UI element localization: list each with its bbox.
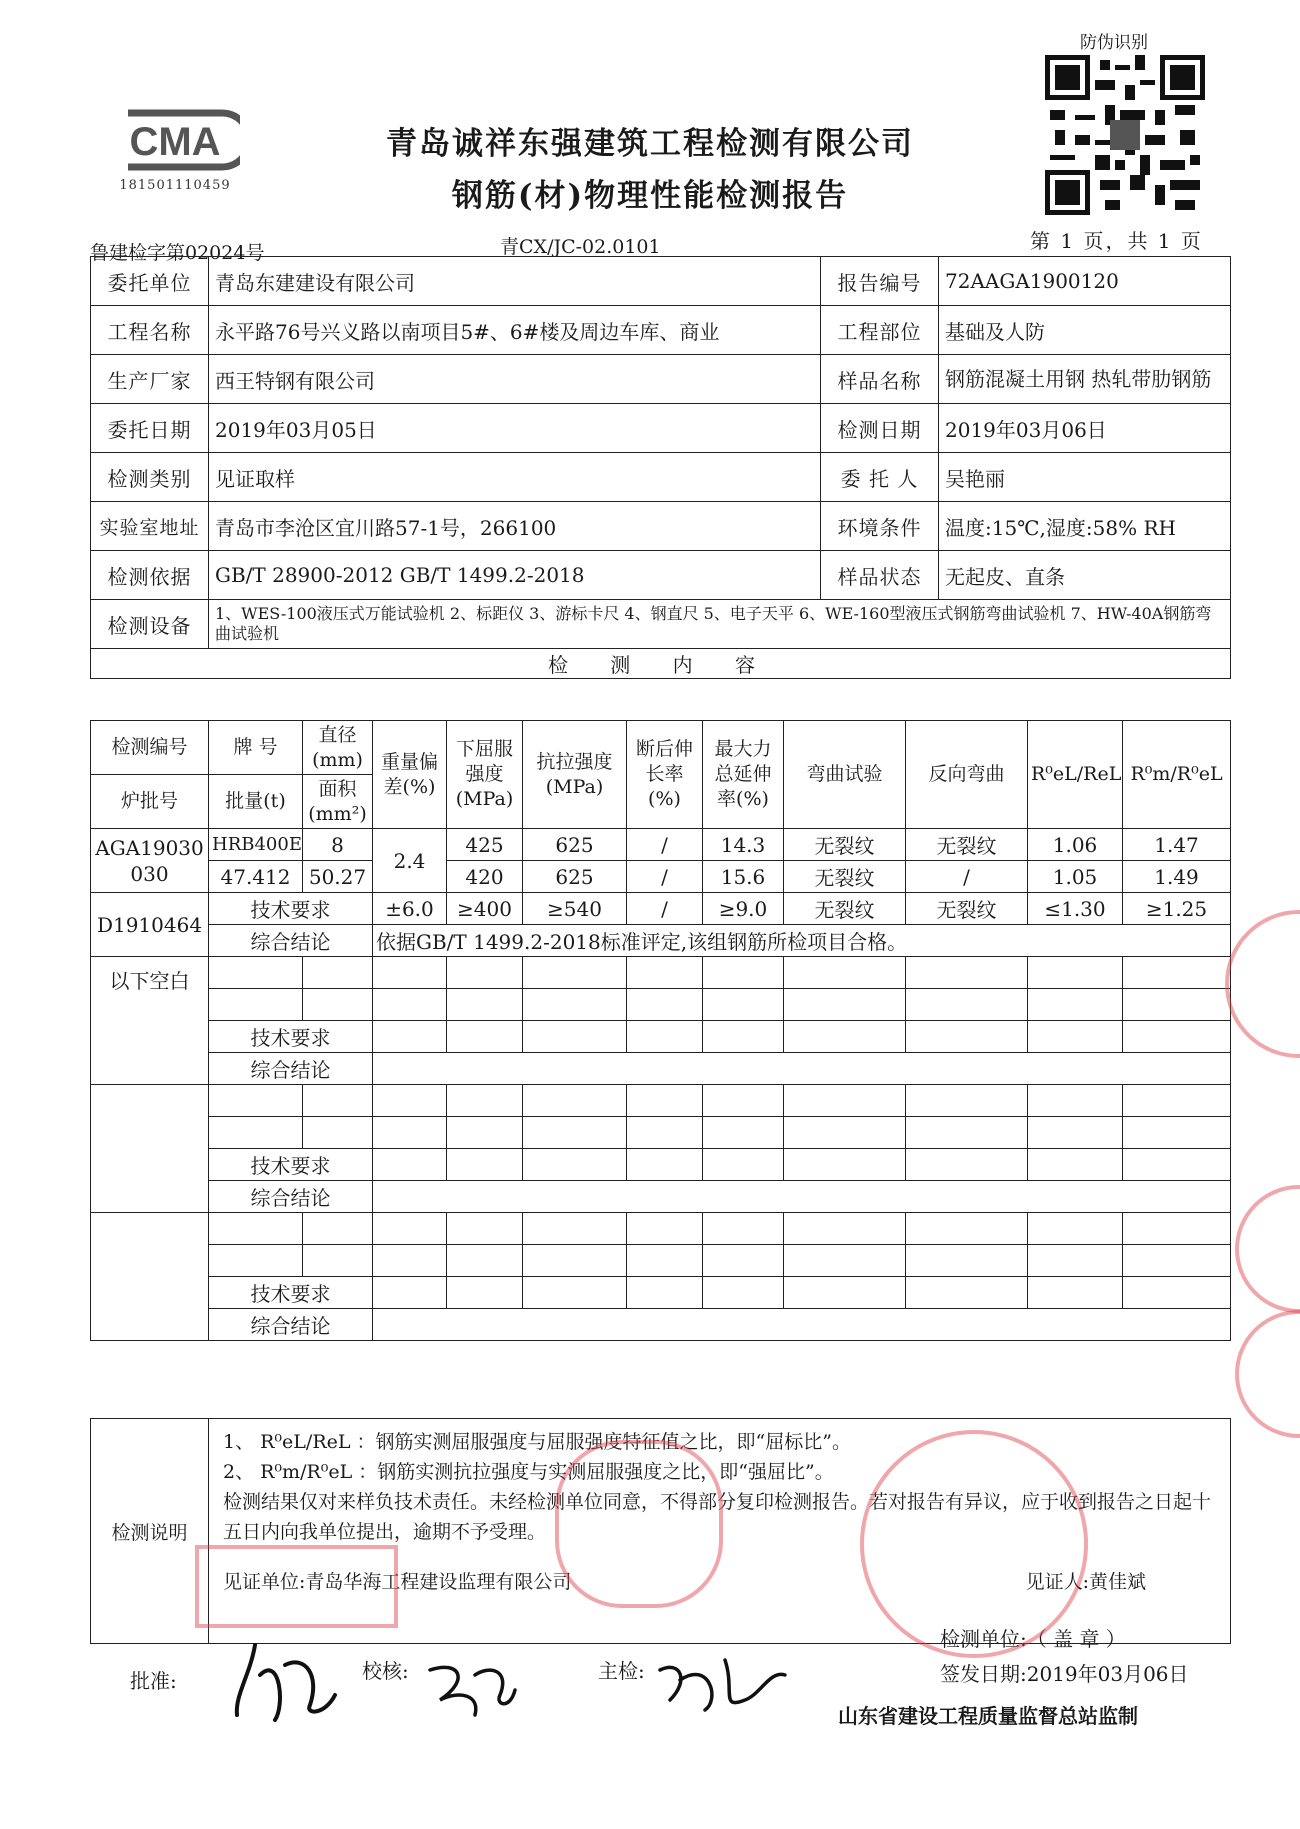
rebend-value: / [906,861,1028,893]
note-line-3: 检测结果仅对来样负技术责任。未经检测单位同意，不得部分复印检测报告。若对报告有异议，应于收到报告之日起十五日内向我单位提出，逾期不予受理。 [223,1491,1212,1543]
license-number: 鲁建检字第02024号 [90,242,265,264]
yield-value: 425 [447,829,523,861]
stamp-icon [1235,1185,1300,1313]
consignor-label: 委 托 人 [821,453,939,502]
ratio1-header: R⁰eL/ReL [1028,721,1123,829]
company-name: 青岛诚祥东强建筑工程检测有限公司 [386,126,914,162]
table-row [91,893,1231,925]
report-title: 钢筋(材)物理性能检测报告 [451,178,849,214]
notes-label: 检测说明 [91,1419,209,1644]
table-row [91,1053,1231,1085]
basis-label: 检测依据 [91,551,209,600]
bend-header: 弯曲试验 [784,721,906,829]
tensile-header: 抗拉强度(MPa) [523,721,627,829]
req-ratio1: ≤1.30 [1028,893,1123,925]
equip-value: 1、WES-100液压式万能试验机 2、标距仪 3、游标卡尺 4、钢直尺 5、电子天平 6、WE-160型液压式钢筋弯曲试验机 7、HW-40A钢筋弯曲试验机 [209,600,1231,649]
lab-value: 青岛市李沧区宜川路57-1号，266100 [209,502,821,551]
weight-dev-value: 2.4 [373,829,447,893]
area-value: 50.27 [303,861,373,893]
reviewer-signature-icon [420,1650,520,1720]
category-value: 见证取样 [209,453,821,502]
elong-value: / [627,829,703,861]
witness-sample-stamp-icon [195,1545,398,1628]
basis-value: GB/T 28900-2012 GB/T 1499.2-2018 [209,551,821,600]
stamp-icon [1225,910,1300,1058]
part-label: 工程部位 [821,306,939,355]
approver-signature-icon [225,1635,345,1725]
note-line-2: 2、 R⁰m/R⁰eL ：钢筋实测抗拉强度与实测屈服强度之比，即“强屈比”。 [223,1461,834,1483]
req-tensile: ≥540 [523,893,627,925]
table-row [91,1021,1231,1053]
ratio2-value: 1.49 [1123,861,1231,893]
area-header: 面积(mm²) [303,775,373,829]
env-label: 环境条件 [821,502,939,551]
req-bend: 无裂纹 [784,893,906,925]
tensile-value: 625 [523,829,627,861]
table-row [91,502,1231,551]
part-value: 基础及人防 [939,306,1231,355]
witness-unit: 见证单位:青岛华海工程建设监理有限公司 [223,1571,572,1593]
blank-label: 以下空白 [91,957,209,1085]
env-value: 温度:15℃,湿度:58% RH [939,502,1231,551]
issue-date: 签发日期:2019年03月06日 [940,1662,1189,1686]
test-no-header: 检测编号 [91,721,209,775]
req-ratio2: ≥1.25 [1123,893,1231,925]
project-label: 工程名称 [91,306,209,355]
approve-label: 批准: [130,1669,177,1693]
svg-text:CMA: CMA [129,120,221,164]
req-rebend: 无裂纹 [906,893,1028,925]
table-row [91,1245,1231,1277]
table-row [91,861,1231,893]
total-elong-header: 最大力总延伸率(%) [703,721,784,829]
diameter-value: 8 [303,829,373,861]
info-table [90,256,1231,679]
sample-value: 钢筋混凝土用钢 热轧带肋钢筋 [939,355,1231,404]
consignor-value: 吴艳丽 [939,453,1231,502]
qr-code-icon [1045,55,1205,215]
table-row [91,649,1231,679]
state-label: 样品状态 [821,551,939,600]
entrust-date-label: 委托日期 [91,404,209,453]
project-value: 永平路76号兴义路以南项目5#、6#楼及周边车库、商业 [209,306,821,355]
page-indicator: 第 1 页，共 1 页 [1030,229,1203,253]
tensile-value: 625 [523,861,627,893]
table-row [91,1213,1231,1245]
table-row [91,551,1231,600]
req-label: 技术要求 [209,1277,373,1309]
table-row [91,957,1231,989]
req-yield: ≥400 [447,893,523,925]
req-label: 技术要求 [209,893,373,925]
form-code: 青CX/JC-02.0101 [500,236,661,258]
ratio2-header: R⁰m/R⁰eL [1123,721,1231,829]
table-row [91,600,1231,649]
batch-no-header: 炉批号 [91,775,209,829]
witness-person: 见证人:黄佳斌 [1025,1571,1146,1593]
rebend-value: 无裂纹 [906,829,1028,861]
req-weight: ±6.0 [373,893,447,925]
grade-value: HRB400E [209,829,303,861]
ratio2-value: 1.47 [1123,829,1231,861]
results-table [90,720,1231,1341]
main-label: 主检: [598,1659,645,1683]
req-elong: / [627,893,703,925]
test-date-value: 2019年03月06日 [939,404,1231,453]
report-no-value: 72AAGA1900120 [939,257,1231,306]
client-value: 青岛东建建设有限公司 [209,257,821,306]
batch-no-value: D1910464 [91,893,209,957]
rebend-header: 反向弯曲 [906,721,1028,829]
table-row [91,306,1231,355]
yield-value: 420 [447,861,523,893]
diameter-header: 直径(mm) [303,721,373,775]
note-line-1: 1、 R⁰eL/ReL ：钢筋实测屈服强度与屈服强度特征值之比，即“屈标比”。 [223,1431,851,1453]
supervisor-note: 山东省建设工程质量监督总站监制 [838,1704,1138,1728]
weight-dev-header: 重量偏差(%) [373,721,447,829]
req-label: 技术要求 [209,1021,373,1053]
lot-value: 47.412 [209,861,303,893]
entrust-date-value: 2019年03月05日 [209,404,821,453]
table-row [91,925,1231,957]
table-row [91,829,1231,861]
test-unit: 检测单位:（ 盖 章 ） [940,1627,1126,1651]
req-label: 技术要求 [209,1149,373,1181]
stamp-icon [1235,1310,1300,1438]
conclusion-label: 综合结论 [209,1309,373,1341]
total-elong-value: 15.6 [703,861,784,893]
sample-label: 样品名称 [821,355,939,404]
table-row [91,404,1231,453]
total-elong-value: 14.3 [703,829,784,861]
equip-label: 检测设备 [91,600,209,649]
client-label: 委托单位 [91,257,209,306]
bend-value: 无裂纹 [784,861,906,893]
bend-value: 无裂纹 [784,829,906,861]
lot-header: 批量(t) [209,775,303,829]
table-row [91,1149,1231,1181]
report-no-label: 报告编号 [821,257,939,306]
table-row [91,1117,1231,1149]
conclusion-label: 综合结论 [209,925,373,957]
ratio1-value: 1.06 [1028,829,1123,861]
table-row [91,453,1231,502]
inspector-signature-icon [650,1640,790,1720]
table-row [91,1085,1231,1117]
yield-header: 下屈服强度(MPa) [447,721,523,829]
conclusion-label: 综合结论 [209,1053,373,1085]
test-date-label: 检测日期 [821,404,939,453]
lab-label: 实验室地址 [91,502,209,551]
ratio1-value: 1.05 [1028,861,1123,893]
req-total: ≥9.0 [703,893,784,925]
cma-code: 181501110459 [119,178,231,193]
inspection-seal-icon [860,1430,1088,1658]
grade-header: 牌 号 [209,721,303,775]
table-row [91,355,1231,404]
conclusion-value: 依据GB/T 1499.2-2018标准评定,该组钢筋所检项目合格。 [373,925,1231,957]
conclusion-label: 综合结论 [209,1181,373,1213]
anti-fake-label: 防伪识别 [1080,33,1148,53]
category-label: 检测类别 [91,453,209,502]
witness-seal-icon [555,1440,723,1608]
header-row [91,721,1231,775]
elong-value: / [627,861,703,893]
maker-value: 西王特钢有限公司 [209,355,821,404]
table-row [91,989,1231,1021]
review-label: 校核: [362,1659,409,1683]
maker-label: 生产厂家 [91,355,209,404]
test-no-value: AGA19030030 [91,829,209,893]
state-value: 无起皮、直条 [939,551,1231,600]
table-row [91,1277,1231,1309]
elong-header: 断后伸长率(%) [627,721,703,829]
table-row [91,257,1231,306]
table-row [91,1181,1231,1213]
table-row [91,1309,1231,1341]
content-heading: 检 测 内 容 [91,649,1231,679]
